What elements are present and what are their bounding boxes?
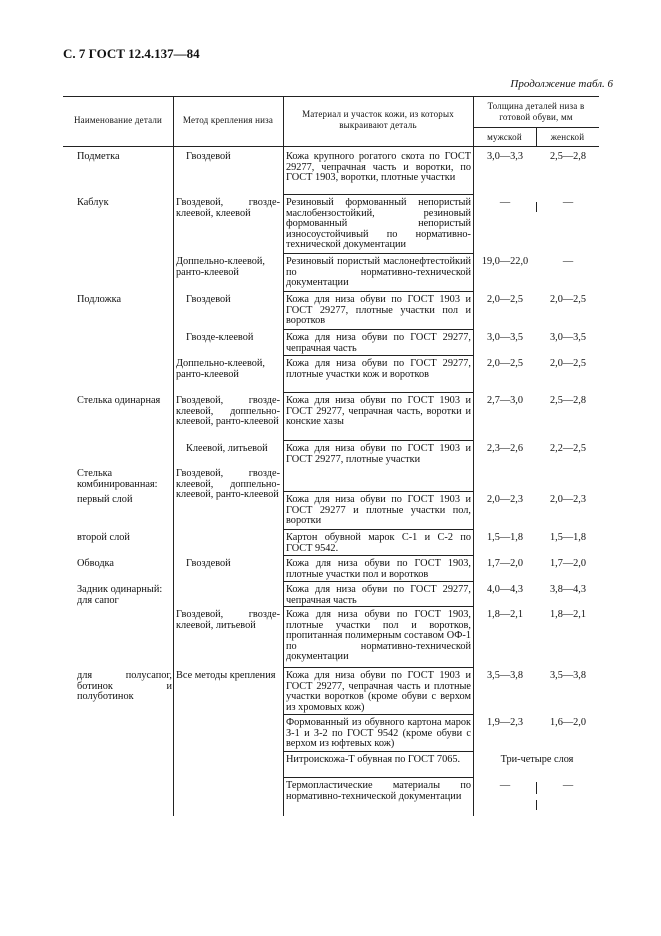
cell-male: 1,9—2,3 bbox=[486, 717, 524, 728]
cell-material: Картон обувной марок С-1 и С-2 по ГОСТ 9542. bbox=[286, 532, 471, 554]
col-divider-3 bbox=[473, 96, 474, 816]
cell-subname: первый слой bbox=[77, 494, 133, 505]
row-separator bbox=[283, 329, 473, 330]
thickness-tick bbox=[536, 800, 537, 810]
cell-material: Нитроискожа-Т обувная по ГОСТ 7065. bbox=[286, 754, 461, 765]
cell-thickness-combined: Три-четыре слоя bbox=[500, 754, 574, 765]
cell-material: Кожа для низа обуви по ГОСТ 1903 и ГОСТ 29277 и плотные участки пол, воротки bbox=[286, 494, 471, 527]
row-separator bbox=[283, 355, 473, 356]
cell-female: — bbox=[562, 197, 574, 208]
cell-female: — bbox=[562, 256, 574, 267]
cell-material: Кожа для низа обуви по ГОСТ 1903, плотные участки пол и воротков bbox=[286, 558, 471, 580]
cell-female: 3,0—3,5 bbox=[549, 332, 587, 343]
row-separator bbox=[283, 777, 473, 778]
thickness-tick bbox=[536, 782, 537, 794]
cell-material: Термопластические материалы по нормативно-технической документации bbox=[286, 780, 471, 802]
cell-name: Стелька комбинированная: bbox=[77, 468, 158, 490]
table-top-border bbox=[63, 96, 599, 97]
cell-name: Подметка bbox=[77, 151, 120, 162]
cell-method: Доппельно-клеевой, ранто-клеевой bbox=[176, 256, 265, 278]
cell-method: Гвоздевой, гвозде-клеевой, доппельно-клеевой, ранто-клеевой bbox=[176, 468, 280, 501]
row-separator bbox=[283, 581, 473, 582]
cell-method: Гвоздевой, гвозде-клеевой, литьевой bbox=[176, 609, 280, 631]
cell-male: 2,7—3,0 bbox=[486, 395, 524, 406]
col-header-method: Метод крепления низа bbox=[182, 115, 274, 125]
cell-male: 2,0—2,5 bbox=[486, 294, 524, 305]
row-separator bbox=[283, 606, 473, 607]
cell-material: Кожа для низа обуви по ГОСТ 1903 и ГОСТ 29277, чепрачная часть и плотные участки воротков (кроме обуви с верхом из хромовых кож) bbox=[286, 670, 471, 713]
row-separator bbox=[283, 194, 473, 195]
cell-material: Кожа крупного рогатого скота по ГОСТ 29277, чепрачная часть и воротки, по ГОСТ 1903, воротки, плотные участки bbox=[286, 151, 471, 184]
col-header-name: Наименование детали bbox=[73, 115, 163, 125]
col-divider-2 bbox=[283, 96, 284, 816]
cell-name: Стелька одинарная bbox=[77, 395, 161, 406]
cell-female: 2,5—2,8 bbox=[549, 395, 587, 406]
row-separator bbox=[283, 491, 473, 492]
col-header-female: женской bbox=[550, 132, 585, 142]
cell-male: 2,3—2,6 bbox=[486, 443, 524, 454]
cell-name: Обводка bbox=[77, 558, 114, 569]
cell-female: 2,0—2,5 bbox=[549, 358, 587, 369]
cell-method: Гвоздевой bbox=[186, 151, 231, 162]
cell-male: — bbox=[499, 197, 511, 208]
cell-material: Кожа для низа обуви по ГОСТ 1903 и ГОСТ 29277, плотные участки пол и воротков bbox=[286, 294, 471, 327]
cell-method: Все методы крепления bbox=[176, 670, 276, 681]
cell-name: Задник одинарный: для сапог bbox=[77, 584, 163, 606]
cell-female: 1,7—2,0 bbox=[549, 558, 587, 569]
cell-male: 3,0—3,5 bbox=[486, 332, 524, 343]
cell-male: 2,0—2,5 bbox=[486, 358, 524, 369]
col-header-thickness: Толщина деталей низа в готовой обуви, мм bbox=[487, 101, 585, 122]
cell-female: 1,6—2,0 bbox=[549, 717, 587, 728]
cell-female: 3,8—4,3 bbox=[549, 584, 587, 595]
cell-male: 4,0—4,3 bbox=[486, 584, 524, 595]
cell-material: Кожа для низа обуви по ГОСТ 29277, чепрачная часть bbox=[286, 332, 471, 354]
cell-method: Гвоздевой bbox=[186, 558, 231, 569]
row-separator bbox=[283, 667, 473, 668]
cell-male: — bbox=[499, 780, 511, 791]
cell-subname: второй слой bbox=[77, 532, 130, 543]
col-header-material: Материал и участок кожи, из которых выкраивают деталь bbox=[302, 109, 454, 130]
cell-material: Резиновый пористый маслонефтестойкий по нормативно-технической документации bbox=[286, 256, 471, 289]
row-separator bbox=[283, 440, 473, 441]
table-continuation-note: Продолжение табл. 6 bbox=[510, 78, 613, 90]
cell-name: для полусапог, ботинок и полуботинок bbox=[77, 670, 172, 703]
col-header-male: мужской bbox=[487, 132, 522, 142]
cell-male: 1,8—2,1 bbox=[486, 609, 524, 620]
cell-material: Кожа для низа обуви по ГОСТ 1903 и ГОСТ 29277, чепрачная часть, воротки и конские хазы bbox=[286, 395, 471, 428]
cell-male: 1,5—1,8 bbox=[486, 532, 524, 543]
cell-female: 2,2—2,5 bbox=[549, 443, 587, 454]
cell-method: Гвозде-клеевой bbox=[186, 332, 254, 343]
col-divider-1 bbox=[173, 96, 174, 816]
cell-material: Кожа для низа обуви по ГОСТ 1903 и ГОСТ 29277, плотные участки bbox=[286, 443, 471, 465]
cell-material: Формованный из обувного картона марок З-1 и З-2 по ГОСТ 9542 (кроме обуви с верхом из юфтевых кож) bbox=[286, 717, 471, 750]
cell-material: Кожа для низа обуви по ГОСТ 1903, плотные участки пол и воротков, пропитанная полимерным составом ОФ-1 по нормативно-технической документации bbox=[286, 609, 471, 663]
row-separator bbox=[283, 529, 473, 530]
cell-method: Гвоздевой, гвозде-клеевой, доппельно-клеевой, ранто-клеевой bbox=[176, 395, 280, 428]
cell-male: 3,0—3,3 bbox=[486, 151, 524, 162]
cell-female: 2,0—2,3 bbox=[549, 494, 587, 505]
cell-female: 3,5—3,8 bbox=[549, 670, 587, 681]
row-separator bbox=[283, 714, 473, 715]
row-separator bbox=[283, 555, 473, 556]
cell-female: — bbox=[562, 780, 574, 791]
row-separator bbox=[283, 291, 473, 292]
header-bottom-border bbox=[63, 146, 599, 147]
cell-female: 2,0—2,5 bbox=[549, 294, 587, 305]
cell-male: 1,7—2,0 bbox=[486, 558, 524, 569]
cell-female: 1,8—2,1 bbox=[549, 609, 587, 620]
cell-material: Резиновый формованный непористый маслобензостойкий, резиновый формованный непористый износоустойчивый по нормативно-технической документации bbox=[286, 197, 471, 251]
cell-male: 3,5—3,8 bbox=[486, 670, 524, 681]
cell-female: 2,5—2,8 bbox=[549, 151, 587, 162]
thickness-tick bbox=[536, 202, 537, 212]
cell-method: Гвоздевой bbox=[186, 294, 231, 305]
cell-method: Клеевой, литьевой bbox=[186, 443, 268, 454]
cell-method: Доппельно-клеевой, ранто-клеевой bbox=[176, 358, 265, 380]
cell-male: 2,0—2,3 bbox=[486, 494, 524, 505]
page-header: С. 7 ГОСТ 12.4.137—84 bbox=[63, 46, 200, 61]
cell-name: Каблук bbox=[77, 197, 109, 208]
row-separator bbox=[283, 392, 473, 393]
cell-material: Кожа для низа обуви по ГОСТ 29277, плотные участки кож и воротков bbox=[286, 358, 471, 380]
cell-material: Кожа для низа обуви по ГОСТ 29277, чепрачная часть bbox=[286, 584, 471, 606]
row-separator bbox=[283, 751, 473, 752]
cell-name: Подложка bbox=[77, 294, 122, 305]
cell-method: Гвоздевой, гвозде-клеевой, клеевой bbox=[176, 197, 280, 219]
row-separator bbox=[283, 253, 473, 254]
cell-female: 1,5—1,8 bbox=[549, 532, 587, 543]
cell-male: 19,0—22,0 bbox=[481, 256, 529, 267]
